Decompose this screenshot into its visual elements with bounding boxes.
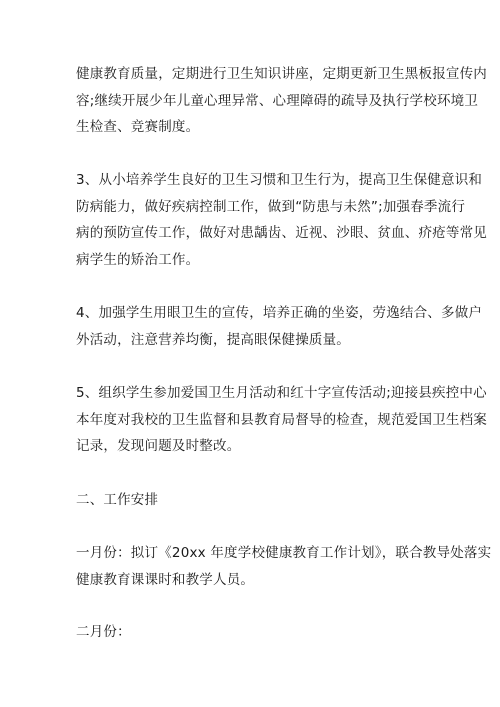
text-line: 防病能力，做好疾病控制工作，做到“防患与未然”;加强春季流行 bbox=[76, 198, 466, 215]
text-line: 二、工作安排 bbox=[76, 492, 159, 508]
text-line: 5、组织学生参加爱国卫生月活动和红十字宣传活动;迎接县疾控中心 bbox=[76, 385, 487, 401]
text-line: 一月份：拟订《20xx 年度学校健康教育工作计划》，联合教导处落实 bbox=[76, 545, 492, 561]
text-line: 病学生的矫治工作。 bbox=[76, 251, 200, 268]
text-line: 生检查、竞赛制度。 bbox=[76, 119, 200, 135]
text-line: 记录，发现问题及时整改。 bbox=[76, 438, 241, 454]
paragraph-item-5 bbox=[76, 380, 487, 460]
section-heading-work-arrangement bbox=[76, 487, 436, 514]
text-line: 病的预防宣传工作，做好对患龋齿、近视、沙眼、贫血、疥疮等常见 bbox=[76, 225, 487, 241]
paragraph-january bbox=[76, 540, 492, 593]
paragraph-health-education-quality bbox=[76, 61, 487, 141]
text-line: 4、加强学生用眼卫生的宣传，培养正确的坐姿，劳逸结合、多做户 bbox=[76, 305, 483, 321]
text-line: 健康教育质量，定期进行卫生知识讲座，定期更新卫生黑板报宣传内 bbox=[76, 66, 487, 82]
text-line: 容;继续开展少年儿童心理异常、心理障碍的疏导及执行学校环境卫 bbox=[76, 92, 479, 109]
paragraph-item-3 bbox=[76, 167, 487, 273]
paragraph-february bbox=[76, 619, 436, 646]
text-line: 二月份： bbox=[76, 624, 131, 640]
text-line: 本年度对我校的卫生监督和县教育局督导的检查，规范爱国卫生档案 bbox=[76, 411, 487, 428]
text-line: 3、从小培养学生良好的卫生习惯和卫生行为，提高卫生保健意识和 bbox=[76, 172, 483, 188]
paragraph-item-4 bbox=[76, 300, 483, 353]
text-line: 健康教育课课时和教学人员。 bbox=[76, 571, 255, 588]
text-line: 外活动，注意营养均衡，提高眼保健操质量。 bbox=[76, 331, 350, 348]
